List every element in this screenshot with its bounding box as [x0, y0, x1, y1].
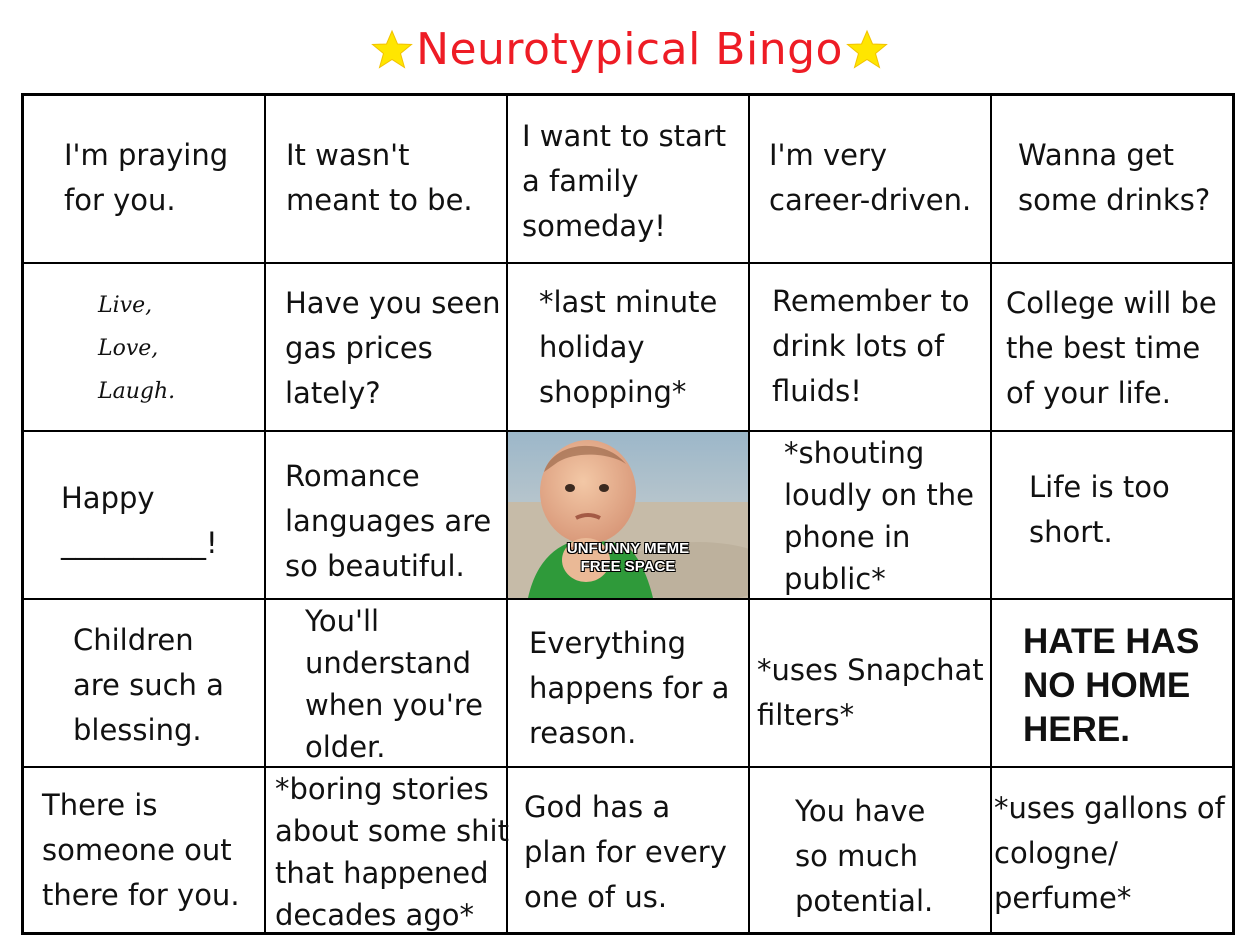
- bingo-cell[interactable]: [24, 600, 266, 768]
- free-space-cell[interactable]: [508, 432, 750, 600]
- cell-text: Wanna get some drinks?: [1018, 138, 1211, 217]
- cell-text: Children are such a blessing.: [73, 623, 224, 747]
- star-icon: [370, 28, 414, 72]
- bingo-cell[interactable]: [750, 96, 992, 264]
- bingo-cell[interactable]: [24, 768, 266, 932]
- cell-text: It wasn't meant to be.: [286, 138, 473, 217]
- bingo-cell[interactable]: [24, 96, 266, 264]
- cursive-text: Live, Love, Laugh.: [98, 293, 176, 404]
- cell-text: Remember to drink lots of fluids!: [772, 284, 970, 408]
- bingo-cell[interactable]: [750, 768, 992, 932]
- cell-text: You have so much potential.: [795, 794, 934, 918]
- bingo-cell[interactable]: [750, 432, 992, 600]
- page-title: [0, 18, 1259, 82]
- cell-text: You'll understand when you're older.: [305, 604, 483, 764]
- bingo-cell[interactable]: [508, 264, 750, 432]
- cell-text: Romance languages are so beautiful.: [285, 459, 492, 583]
- bingo-cell[interactable]: [508, 768, 750, 932]
- cell-text: *boring stories about some shit that happened decades ago*: [275, 772, 509, 932]
- bingo-cell[interactable]: [24, 264, 266, 432]
- cell-text: Everything happens for a reason.: [529, 626, 730, 750]
- cell-text: Happy __________!: [61, 481, 218, 560]
- bingo-cell[interactable]: [508, 96, 750, 264]
- bingo-cell[interactable]: [750, 600, 992, 768]
- cell-text: Life is too short.: [1029, 470, 1170, 549]
- cell-text: *uses Snapchat filters*: [757, 653, 984, 732]
- star-icon: [845, 28, 889, 72]
- bingo-cell[interactable]: [992, 768, 1232, 932]
- bingo-cell[interactable]: [508, 600, 750, 768]
- bingo-board: [21, 93, 1235, 935]
- bingo-cell[interactable]: [266, 600, 508, 768]
- bingo-cell[interactable]: [266, 264, 508, 432]
- bingo-cell[interactable]: [266, 432, 508, 600]
- free-space-meme-image: [508, 432, 748, 598]
- cell-text: God has a plan for every one of us.: [524, 790, 727, 914]
- cell-text: I'm praying for you.: [64, 138, 229, 217]
- cell-text: *uses gallons of cologne/ perfume*: [994, 791, 1225, 915]
- title-text: Neurotypical Bingo: [416, 24, 843, 75]
- bingo-cell[interactable]: [992, 264, 1232, 432]
- bingo-cell[interactable]: [24, 432, 266, 600]
- meme-caption: UNFUNNY MEME FREE SPACE: [566, 540, 690, 575]
- bingo-cell[interactable]: [992, 432, 1232, 600]
- bingo-cell[interactable]: [266, 768, 508, 932]
- cell-text: *last minute holiday shopping*: [539, 285, 718, 409]
- bingo-cell[interactable]: [992, 96, 1232, 264]
- bingo-cell[interactable]: [992, 600, 1232, 768]
- cell-text: I'm very career-driven.: [769, 138, 972, 217]
- cell-text: HATE HAS NO HOME HERE.: [1023, 622, 1200, 749]
- cell-text: I want to start a family someday!: [522, 119, 727, 243]
- bingo-cell[interactable]: [266, 96, 508, 264]
- cell-text: Have you seen gas prices lately?: [285, 286, 501, 410]
- cell-text: There is someone out there for you.: [42, 788, 240, 912]
- cell-text: College will be the best time of your life.: [1006, 286, 1217, 410]
- cell-text: *shouting loudly on the phone in public*: [784, 436, 974, 596]
- bingo-cell[interactable]: [750, 264, 992, 432]
